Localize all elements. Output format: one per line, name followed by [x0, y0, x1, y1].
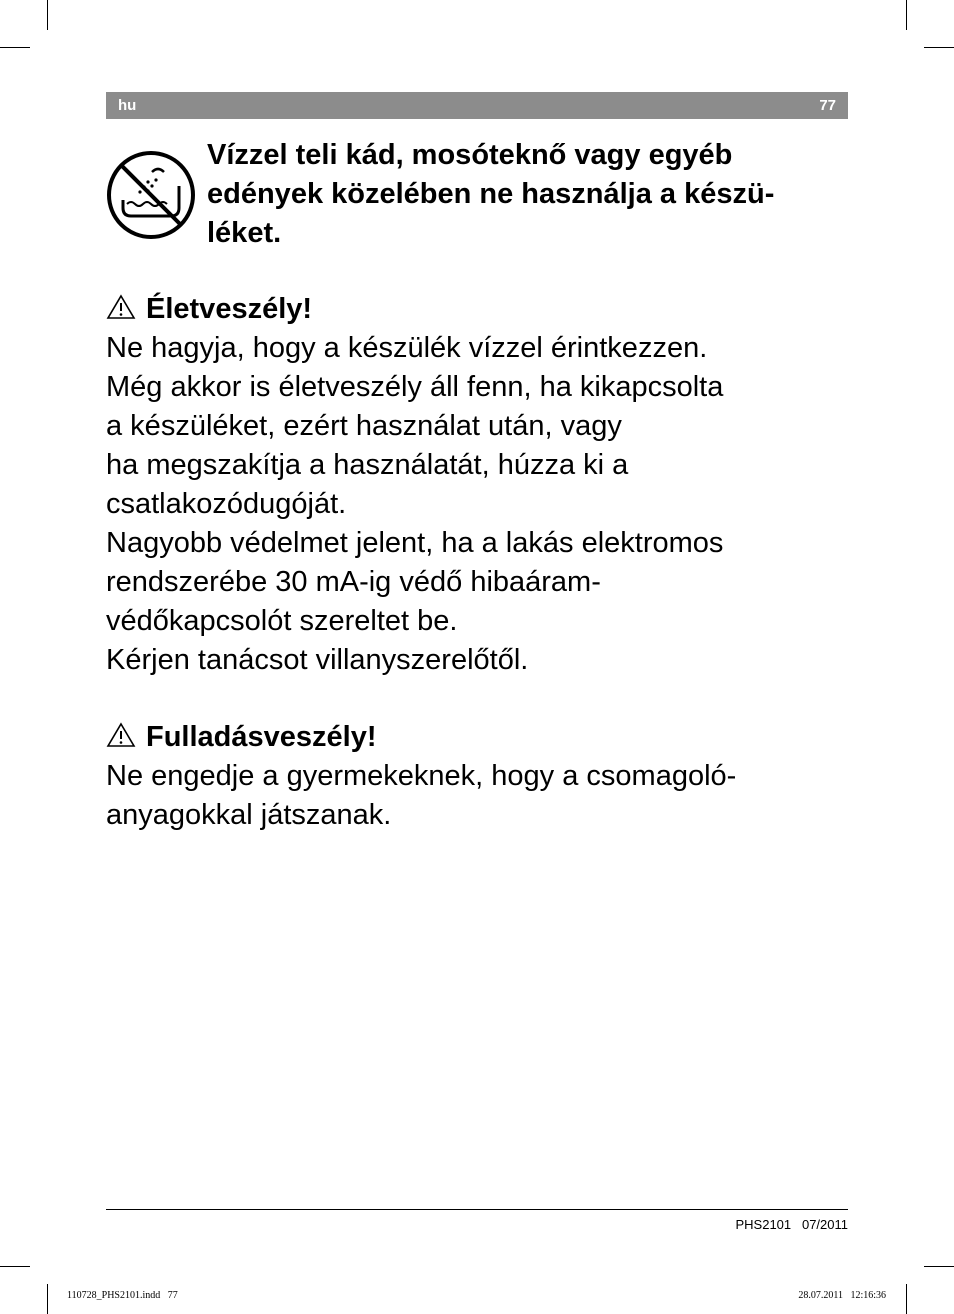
- body-line: ha megszakítja a használatát, húzza ki a: [106, 449, 629, 481]
- footer-rule: [106, 1209, 848, 1210]
- warning-triangle-icon: [106, 722, 136, 748]
- heading-line: léket.: [207, 217, 282, 249]
- body-line: Ne engedje a gyermekeknek, hogy a csomagoló-: [106, 760, 737, 792]
- crop-mark: [0, 47, 30, 48]
- page-number: 77: [819, 97, 836, 114]
- body-line: a készüléket, ezért használat után, vagy: [106, 410, 622, 442]
- print-slug-timestamp: 28.07.2011 12:16:36: [798, 1290, 886, 1301]
- crop-mark: [906, 1284, 907, 1314]
- no-water-bathtub-icon: [106, 150, 196, 240]
- body-line: rendszerébe 30 mA-ig védő hibaáram-: [106, 566, 601, 598]
- crop-mark: [0, 1266, 30, 1267]
- body-line: védőkapcsolót szereltet be.: [106, 605, 458, 637]
- crop-mark: [906, 0, 907, 30]
- heading-line: edények közelében ne használja a készü-: [207, 178, 775, 210]
- section-title-suffocation: [106, 718, 377, 757]
- language-code: hu: [118, 97, 137, 114]
- section-title-text: Életveszély!: [146, 293, 313, 325]
- crop-mark: [47, 1284, 48, 1314]
- body-line: anyagokkal játszanak.: [106, 799, 392, 831]
- crop-mark: [924, 1266, 954, 1267]
- body-line: Kérjen tanácsot villanyszerelőtől.: [106, 644, 529, 676]
- bathtub-warning-heading: [207, 136, 847, 253]
- print-slug-file: 110728_PHS2101.indd 77: [67, 1290, 178, 1301]
- section-title-text: Fulladásveszély!: [146, 721, 377, 753]
- body-line: Ne hagyja, hogy a készülék vízzel érintkezzen.: [106, 332, 708, 364]
- crop-mark: [924, 47, 954, 48]
- body-line: csatlakozódugóját.: [106, 488, 347, 520]
- crop-mark: [47, 0, 48, 30]
- header-bar: [106, 92, 848, 119]
- footer-model-date: PHS2101 07/2011: [735, 1217, 848, 1232]
- section-title-danger-to-life: [106, 290, 312, 329]
- heading-line: Vízzel teli kád, mosóteknő vagy egyéb: [207, 139, 733, 171]
- warning-triangle-icon: [106, 294, 136, 320]
- body-line: Nagyobb védelmet jelent, ha a lakás elektromos: [106, 527, 724, 559]
- body-line: Még akkor is életveszély áll fenn, ha kikapcsolta: [106, 371, 724, 403]
